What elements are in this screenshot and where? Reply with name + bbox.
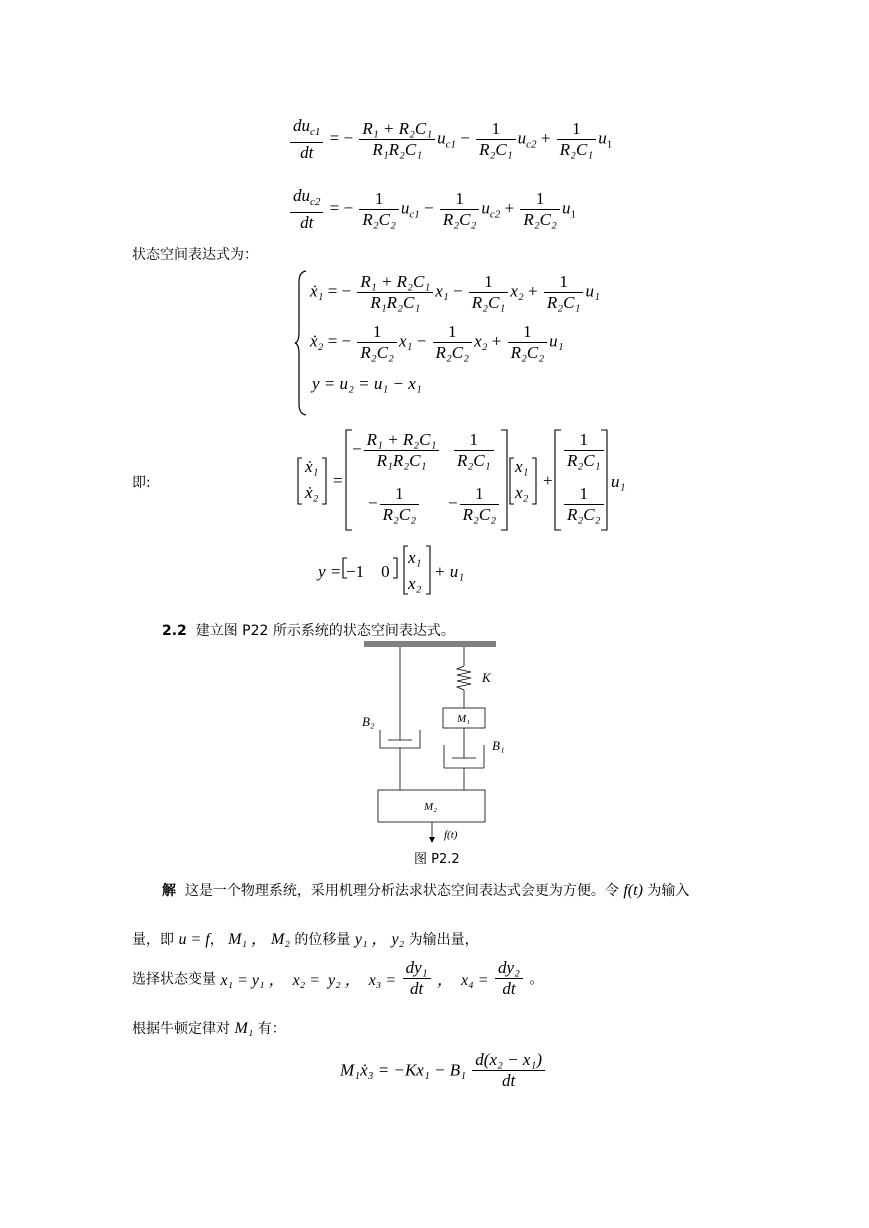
fraction: $\frac{\text{dy₁}}{dt}$ <box>403 958 431 999</box>
output-plus-u1: + u₁ <box>434 562 465 581</box>
state-x2: x₂ <box>515 483 529 502</box>
fraction: $\frac{du_{c2}}{dt}$ <box>290 186 323 233</box>
fraction: $\frac{1}{\text{R₂C₂}}$ <box>460 484 500 525</box>
matrix-b1 <box>562 430 606 471</box>
output-x1: x₁ <box>408 548 422 567</box>
fraction: $\frac{du_{c1}}{dt}$ <box>290 116 323 163</box>
newton-equation-m1: M₁ẋ₃ = −Kx₁ − B₁ $\frac{\text{d(x₂ − x₁)}}{dt}$ <box>340 1050 547 1091</box>
left-brace <box>294 270 308 420</box>
input-u1: u₁ <box>611 472 626 491</box>
output-lhs: y = <box>318 562 342 581</box>
fraction: $\frac{\text{d(x₂ − x₁)}}{dt}$ <box>472 1050 545 1091</box>
spring-k <box>457 666 471 690</box>
fraction: $\frac{1}{\text{R₂C₂}}$ <box>508 322 548 363</box>
matrix-a22: − $\frac{1}{\text{R₂C₂}}$ <box>448 484 501 525</box>
fraction: $\frac{1}{\text{R₂C₂}}$ <box>520 189 560 230</box>
fraction: $\frac{\text{R₁ + R₂C₁}}{\text{R₁R₂C₁}}$ <box>364 430 440 471</box>
matrix-a21: − $\frac{1}{\text{R₂C₂}}$ <box>368 484 421 525</box>
fraction: $\frac{\text{dy₂}}{dt}$ <box>495 958 523 999</box>
label-m2: M₂ <box>424 801 437 813</box>
matrix-a12 <box>452 430 496 471</box>
ceiling <box>364 641 496 647</box>
xdot2: ẋ₂ <box>305 483 319 502</box>
equals-sign: = <box>333 471 343 490</box>
label-force: f(t) <box>444 829 458 841</box>
fraction: $\frac{\text{R₁ + R₂C₁}}{\text{R₁R₂C₁}}$ <box>357 272 433 313</box>
label-k: K <box>482 670 491 685</box>
solution-line-3: 选择状态变量 x₁ = y₁ ， x₂ = y₂ ， x₃ = $\frac{\text{dy₁}}{dt}$ ， x₄ = $\frac{\text{dy₂}}{dt}$ 。 <box>132 958 544 998</box>
label-m1: M₁ <box>457 713 470 725</box>
fraction: $\frac{1}{\text{R₂C₂}}$ <box>433 322 473 363</box>
system-line-2: ẋ₂ = − $\frac{1}{\text{R₂C₂}}$ x₁ − $\frac{1}{\text{R₂C₂}}$ x₂ + $\frac{1}{\text{R₂C₂}}$ u₁ <box>310 322 564 362</box>
fraction: $\frac{1}{\text{R₂C₂}}$ <box>359 189 399 230</box>
label-b2: B₂ <box>362 714 375 729</box>
problem-number: 2.2 <box>162 623 187 639</box>
plus-sign: + <box>543 471 553 490</box>
state-space-label: 状态空间表达式为： <box>132 247 258 263</box>
problem-text: 建立图 P22 所示系统的状态空间表达式。 <box>195 623 455 639</box>
solution-label: 解 <box>162 883 176 899</box>
fraction: $\frac{1}{\text{R₂C₁}}$ <box>557 119 597 160</box>
fraction: $\frac{1}{\text{R₂C₁}}$ <box>454 430 494 471</box>
label-b1: B₁ <box>492 738 505 753</box>
fraction: $\frac{1}{\text{R₂C₁}}$ <box>564 430 604 471</box>
output-x2: x₂ <box>408 574 422 593</box>
solution-line-2: 量，即 u = f， M₁ ， M₂ 的位移量 y₁ ， y₂ 为输出量， <box>132 931 479 948</box>
fraction: $\frac{1}{\text{R₂C₂}}$ <box>440 189 480 230</box>
equation-duc2: $\frac{du_{c2}}{dt}$ = − $\frac{1}{\text{R₂C₂}}$ $u_{c1}$ − $\frac{1}{\text{R₂C₂}}$ $u_{c2}$ + $\frac{1}{\text{R₂C₂}}$ $u_1$ <box>288 186 576 233</box>
equation-duc1: $\frac{du_{c1}}{dt}$ = − $\frac{\text{R₁ + R₂C₁}}{\text{R₁R₂C₁}}$ $u_{c1}$ − $\frac{1}{\text{R₂C₁}}$ $u_{c2}$ + $\frac{1}{\text{R₂C₁}}$ $u_1$ <box>288 116 612 163</box>
fraction: $\frac{1}{\text{R₂C₂}}$ <box>380 484 420 525</box>
figure-caption: 图 P2.2 <box>414 852 460 867</box>
matrix-a11: − $\frac{\text{R₁ + R₂C₁}}{\text{R₁R₂C₁}}$ <box>352 430 441 471</box>
fraction: $\frac{1}{\text{R₂C₂}}$ <box>357 322 397 363</box>
fraction: $\frac{1}{\text{R₂C₁}}$ <box>476 119 516 160</box>
matrix-b2 <box>562 484 606 525</box>
state-x1: x₁ <box>515 457 529 476</box>
fraction: $\frac{1}{\text{R₂C₁}}$ <box>469 272 509 313</box>
xdot1: ẋ₁ <box>305 457 319 476</box>
mechanical-system-figure <box>360 638 540 848</box>
problem-heading <box>162 620 455 640</box>
fraction: $\frac{1}{\text{R₂C₁}}$ <box>544 272 584 313</box>
force-arrow <box>429 837 435 843</box>
solution-line-4: 根据牛顿定律对 M₁ 有： <box>132 1020 286 1037</box>
fraction: $\frac{1}{\text{R₂C₂}}$ <box>564 484 604 525</box>
solution-line-1: 解 这是一个物理系统，采用机理分析法求状态空间表达式会更为方便。令 f(t) 为输入 <box>162 882 690 899</box>
system-line-3: y = u₂ = u₁ − x₁ <box>312 374 422 393</box>
ji-label: 即: <box>132 475 151 491</box>
output-c-row: −1 0 <box>346 562 390 581</box>
fraction: $\frac{\text{R₁ + R₂C₁}}{\text{R₁R₂C₁}}$ <box>359 119 435 160</box>
system-line-1: ẋ₁ = − $\frac{\text{R₁ + R₂C₁}}{\text{R₁R₂C₁}}$ x₁ − $\frac{1}{\text{R₂C₁}}$ x₂ + $\frac{1}{\text{R₂C₁}}$ u₁ <box>310 272 600 312</box>
